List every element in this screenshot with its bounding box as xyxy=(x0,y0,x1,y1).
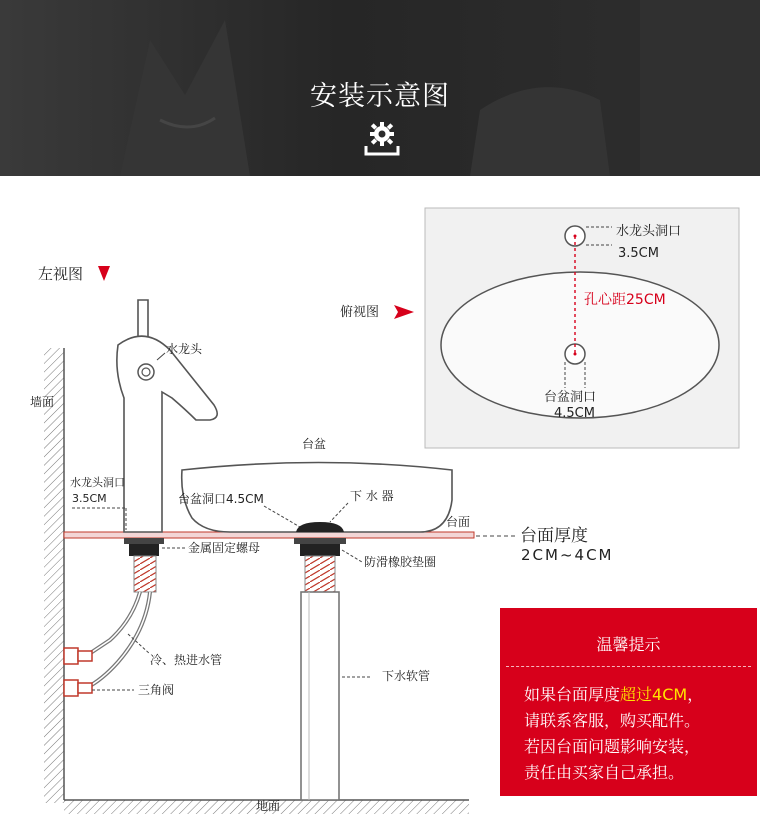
left-view-label: 左视图 xyxy=(38,265,84,283)
nut-label: 金属固定螺母 xyxy=(188,541,261,555)
wall-label: 墙面 xyxy=(30,395,55,409)
faucet-nut-top xyxy=(124,538,164,544)
tip-line-3: 若因台面问题影响安装， xyxy=(524,737,701,756)
drain-label: 下 水 器 xyxy=(350,489,394,503)
valve-label: 三角阀 xyxy=(138,683,175,697)
floor-label: 地面 xyxy=(256,799,281,813)
hole-distance-label: 孔心距25CM xyxy=(584,292,666,308)
drain-hose-label: 下水软管 xyxy=(382,669,431,683)
faucet-hole-label: 水龙头洞口 xyxy=(70,476,125,489)
tip-highlight: 超过4CM xyxy=(620,685,688,704)
top-view-basin-hole-label: 台盆洞口 xyxy=(544,390,597,405)
tip-line-1 xyxy=(524,682,703,705)
tip-divider xyxy=(506,666,751,667)
faucet-nut xyxy=(129,544,159,556)
tip-line-2: 请联系客服，购买配件。 xyxy=(524,711,701,730)
countertop-label: 台面 xyxy=(446,515,471,529)
drain-nut-top xyxy=(294,538,346,544)
wall-hatch xyxy=(44,348,64,803)
thickness-label: 台面厚度 xyxy=(520,526,588,546)
drain-hose xyxy=(301,592,339,800)
faucet-hole-size: 3.5CM xyxy=(72,492,107,505)
drain-threaded-stem xyxy=(305,556,335,592)
page-title: 安装示意图 xyxy=(310,81,450,112)
top-view-faucet-hole-label: 水龙头洞口 xyxy=(616,224,682,239)
pipe-label: 冷、热进水管 xyxy=(150,653,223,667)
gear-install-icon xyxy=(362,118,402,158)
top-view-label: 俯视图 xyxy=(340,305,380,320)
left-view-arrow-icon xyxy=(98,266,110,281)
angle-valve-icon xyxy=(64,648,92,696)
header-banner xyxy=(0,0,760,176)
basin-label: 台盆 xyxy=(302,437,327,451)
thickness-range: 2CM~4CM xyxy=(521,546,614,564)
countertop xyxy=(64,532,474,538)
tip-line-1-text: 如果台面厚度 xyxy=(524,685,621,704)
faucet-threaded-stem xyxy=(134,556,156,592)
top-view-arrow-icon xyxy=(394,305,414,319)
faucet-label: 水龙头 xyxy=(166,342,203,356)
top-view-basin-hole-size: 4.5CM xyxy=(554,406,595,421)
tip-title: 温馨提示 xyxy=(596,635,661,654)
basin-hole-label: 台盆洞口4.5CM xyxy=(178,492,264,506)
cold-water-hose xyxy=(86,592,150,688)
top-view-faucet-hole-size: 3.5CM xyxy=(618,246,659,261)
drain-nut xyxy=(300,544,340,556)
gasket-label: 防滑橡胶垫圈 xyxy=(364,555,437,569)
tip-line-4: 责任由买家自己承担。 xyxy=(524,763,685,782)
tip-line-1-end: ， xyxy=(687,685,704,704)
warm-tip-box xyxy=(500,608,757,796)
